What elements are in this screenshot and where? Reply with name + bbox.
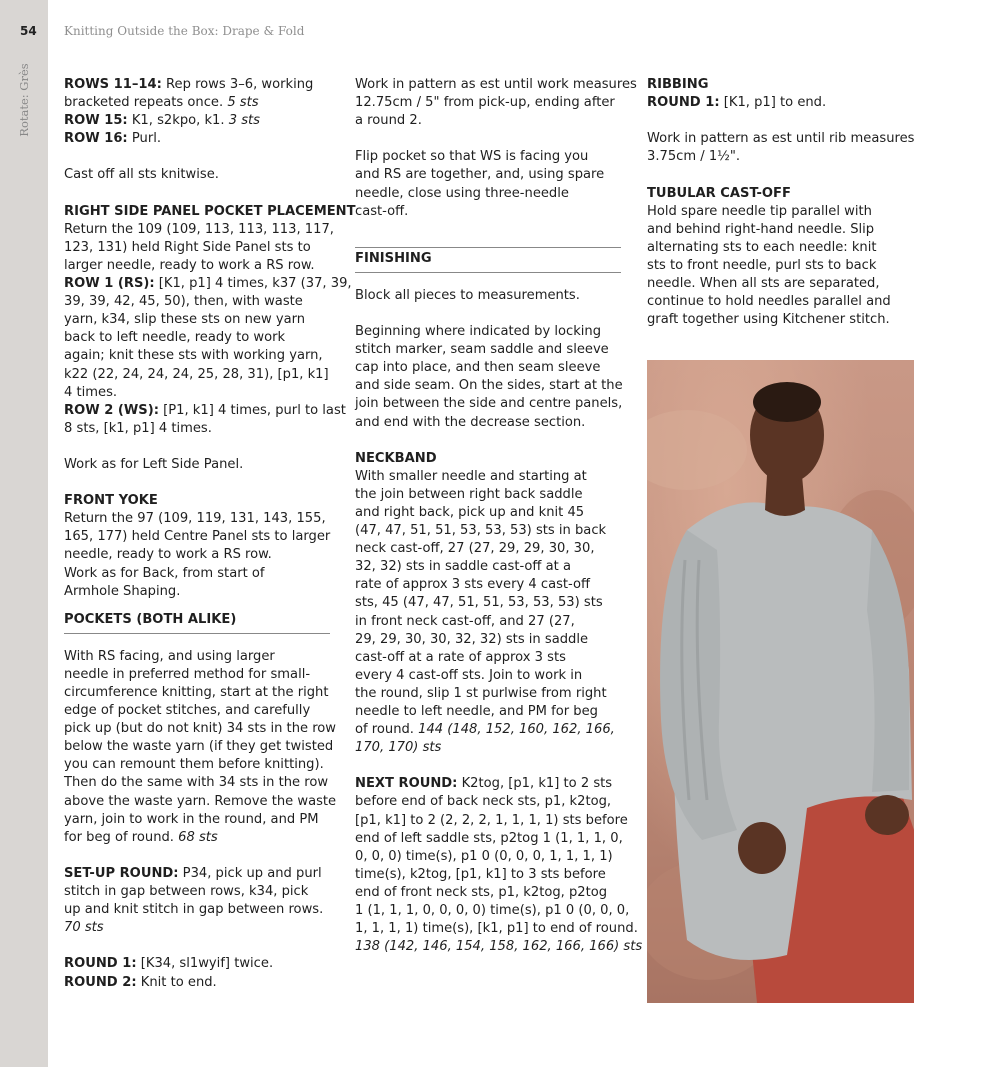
rounds-1-2 — [64, 955, 330, 991]
text-line — [64, 684, 330, 702]
line-text: 32, 32) sts in saddle cast-off at a — [355, 559, 571, 575]
line-text: Knit to end. — [136, 974, 217, 990]
line-text: and right back, pick up and knit 45 — [355, 504, 585, 520]
text-line — [64, 456, 330, 474]
side-label: Rotate: Grès — [17, 63, 31, 137]
front-yoke-section — [64, 492, 330, 601]
text-line — [64, 76, 330, 94]
pockets-body — [64, 648, 337, 847]
text-line — [355, 166, 621, 184]
text-line — [64, 366, 330, 384]
line-text: 3.75cm / 1½". — [647, 149, 741, 165]
line-text: pick up (but do not knit) 34 sts in the row — [64, 721, 337, 737]
line-text: a round 2. — [355, 113, 422, 129]
text-line — [64, 275, 352, 293]
line-text: rate of approx 3 sts every 4 cast-off — [355, 577, 591, 593]
tubular-section — [647, 185, 913, 330]
text-line — [64, 420, 330, 438]
cast-off-paragraph — [64, 166, 330, 184]
line-text: needle. When all sts are separated, — [647, 276, 880, 292]
line-text: neck cast-off, 27 (27, 29, 29, 30, 30, — [355, 541, 595, 557]
text-line — [355, 112, 621, 130]
text-line — [64, 239, 330, 257]
section-heading: RIGHT SIDE PANEL POCKET PLACEMENT — [64, 203, 356, 219]
line-text: join between the side and centre panels, — [355, 396, 623, 412]
text-line — [64, 919, 330, 937]
line-text: cap into place, and then seam sleeve — [355, 360, 601, 376]
bold-label: NEXT ROUND: — [355, 776, 458, 792]
line-text: P34, pick up and purl — [178, 865, 322, 881]
rows-11-16 — [64, 76, 330, 148]
ribbing-section — [647, 76, 913, 112]
stitch-count: 3 sts — [228, 113, 260, 129]
stitch-count: 138 (142, 146, 154, 158, 162, 166, 166) sts — [355, 939, 643, 955]
section-heading: TUBULAR CAST-OFF — [647, 185, 791, 201]
line-text: the join between right back saddle — [355, 486, 583, 502]
line-text: and end with the decrease section. — [355, 414, 586, 430]
bold-label: ROW 16: — [64, 131, 128, 147]
line-text: Hold spare needle tip parallel with — [647, 203, 872, 219]
text-line — [64, 774, 330, 792]
line-text: circumference knitting, start at the right — [64, 685, 329, 700]
bold-label: ROUND 1: — [647, 95, 720, 111]
text-line — [64, 130, 330, 148]
line-text: K1, s2kpo, k1. — [127, 113, 229, 129]
stitch-count: 70 sts — [64, 920, 104, 936]
line-text: Then do the same with 34 sts in the row — [64, 775, 329, 791]
text-line — [355, 486, 621, 504]
text-line — [64, 546, 330, 564]
line-text: Work in pattern as est until rib measures — [647, 131, 915, 147]
line-text: 0, 0, 0) time(s), p1 0 (0, 0, 0, 1, 1, 1, 1) — [355, 848, 613, 864]
text-line — [355, 203, 621, 221]
text-line — [355, 576, 621, 594]
text-line — [64, 384, 330, 402]
text-line — [355, 341, 621, 359]
line-text: 4 times. — [64, 384, 118, 400]
flip-pocket-paragraph — [355, 148, 621, 220]
line-text: 1, 1, 1, 1) time(s), [k1, p1] to end of round. — [355, 921, 638, 937]
text-line — [647, 130, 913, 148]
text-line — [355, 685, 621, 703]
text-line — [355, 287, 621, 305]
pocket-measure-paragraph — [355, 76, 637, 130]
line-text: before end of back neck sts, p1, k2tog, — [355, 794, 612, 810]
text-line — [647, 148, 913, 166]
text-line — [64, 756, 330, 774]
column-3 — [647, 76, 913, 347]
text-line — [355, 667, 621, 685]
model-photo — [647, 360, 914, 1003]
text-line — [64, 402, 346, 420]
line-text: cast-off at a rate of approx 3 sts — [355, 649, 566, 665]
line-text: stitch marker, seam saddle and sleeve — [355, 342, 609, 358]
text-line — [355, 703, 621, 721]
text-line — [64, 666, 330, 684]
line-text: end of left saddle sts, p2tog 1 (1, 1, 1, 0, — [355, 830, 623, 846]
text-line — [64, 702, 330, 720]
line-text: [K34, sl1wyif] twice. — [136, 956, 274, 972]
bold-label: ROW 2 (WS): — [64, 402, 159, 418]
line-text: in front neck cast-off, and 27 (27, — [355, 613, 575, 629]
text-line — [355, 775, 621, 793]
side-strip — [0, 0, 48, 1067]
section-heading: NECKBAND — [355, 450, 437, 466]
section-heading: FINISHING — [355, 250, 621, 273]
text-line — [355, 848, 621, 866]
line-text: yarn, k34, slip these sts on new yarn — [64, 312, 306, 328]
text-line — [647, 203, 913, 221]
text-line — [647, 94, 913, 112]
line-text: [K1, p1] 4 times, k37 (37, 39, — [154, 276, 352, 292]
text-line — [355, 558, 621, 576]
text-line — [355, 830, 621, 848]
text-line — [355, 613, 621, 631]
line-text: Armhole Shaping. — [64, 583, 181, 599]
text-line — [355, 920, 638, 938]
line-text: Return the 109 (109, 113, 113, 113, 117, — [64, 221, 334, 237]
text-line — [355, 938, 643, 956]
text-line — [64, 883, 330, 901]
text-line — [355, 504, 621, 522]
block-paragraph — [355, 287, 621, 305]
line-text: sts, 45 (47, 47, 51, 51, 53, 53, 53) sts — [355, 595, 603, 611]
text-line — [64, 166, 330, 184]
text-line — [64, 955, 330, 973]
text-line — [64, 221, 334, 239]
line-text: 123, 131) held Right Side Panel sts to — [64, 239, 311, 255]
text-line — [355, 594, 621, 612]
line-text: [K1, p1] to end. — [719, 95, 827, 111]
line-text: k22 (22, 24, 24, 24, 25, 28, 31), [p1, k1] — [64, 366, 329, 382]
line-text: With smaller needle and starting at — [355, 468, 587, 484]
bold-label: ROW 1 (RS): — [64, 276, 155, 292]
page-number: 54 — [20, 24, 37, 38]
line-text: Work as for Left Side Panel. — [64, 456, 244, 472]
section-heading: RIBBING — [647, 77, 709, 92]
column-1 — [64, 76, 356, 1010]
line-text: and behind right-hand needle. Slip — [647, 221, 875, 237]
text-line — [64, 347, 330, 365]
text-line — [64, 648, 330, 666]
line-text: Return the 97 (109, 119, 131, 143, 155, — [64, 511, 326, 527]
setup-round — [64, 865, 330, 937]
line-text: 39, 39, 42, 45, 50), then, with waste — [64, 294, 303, 310]
line-text: of round. — [355, 722, 419, 738]
line-text: Flip pocket so that WS is facing you — [355, 149, 589, 165]
text-line — [647, 221, 913, 239]
line-text: needle, close using three-needle — [355, 185, 569, 201]
text-line — [64, 829, 330, 847]
text-line — [355, 377, 621, 395]
line-text: Cast off all sts knitwise. — [64, 167, 219, 183]
line-text: Purl. — [127, 131, 161, 147]
bold-label: SET-UP ROUND: — [64, 865, 179, 881]
line-text: continue to hold needles parallel and — [647, 294, 891, 310]
line-text: the round, slip 1 st purlwise from right — [355, 685, 607, 701]
bold-label: ROWS 11–14: — [64, 77, 162, 92]
line-text: K2tog, [p1, k1] to 2 sts — [457, 776, 613, 792]
section-heading: POCKETS (BOTH ALIKE) — [64, 611, 330, 634]
line-text: and side seam. On the sides, start at the — [355, 378, 623, 394]
text-line — [355, 739, 621, 757]
work-as-left-paragraph — [64, 456, 330, 474]
text-line — [355, 76, 637, 94]
text-line — [355, 866, 621, 884]
text-line — [355, 631, 621, 649]
photo-illustration — [647, 360, 914, 1003]
section-heading: FRONT YOKE — [64, 493, 158, 509]
text-line — [64, 738, 334, 756]
text-line — [355, 721, 621, 739]
line-text: needle, ready to work a RS row. — [64, 547, 272, 563]
line-text: 12.75cm / 5" from pick-up, ending after — [355, 95, 615, 111]
text-line — [355, 185, 621, 203]
stitch-count: 144 (148, 152, 160, 162, 166, — [418, 722, 615, 738]
text-line — [64, 901, 330, 919]
line-text: up and knit stitch in gap between rows. — [64, 902, 324, 918]
line-text: graft together using Kitchener stitch. — [647, 312, 890, 328]
text-line — [64, 510, 330, 528]
text-line — [64, 974, 330, 992]
text-line — [647, 311, 913, 329]
bold-label: ROUND 1: — [64, 956, 137, 972]
text-line — [355, 540, 621, 558]
line-text: needle in preferred method for small- — [64, 666, 311, 682]
text-line — [355, 812, 628, 830]
text-line — [64, 565, 330, 583]
text-line — [64, 811, 330, 829]
line-text: above the waste yarn. Remove the waste — [64, 793, 337, 809]
bold-label: ROW 15: — [64, 113, 128, 129]
line-text: 165, 177) held Centre Panel sts to larger — [64, 529, 331, 545]
text-line — [64, 793, 337, 811]
line-text: larger needle, ready to work a RS row. — [64, 257, 315, 273]
line-text: below the waste yarn (if they get twisted — [64, 739, 334, 755]
text-line — [355, 148, 621, 166]
text-line — [647, 239, 913, 257]
stitch-count: 68 sts — [178, 829, 218, 845]
right-side-panel-section — [64, 203, 356, 438]
line-text: [P1, k1] 4 times, purl to last — [158, 402, 346, 418]
line-text: back to left needle, ready to work — [64, 330, 286, 346]
line-text: end of front neck sts, p1, k2tog, p2tog — [355, 884, 608, 900]
text-line — [64, 311, 330, 329]
line-text: 1 (1, 1, 1, 0, 0, 0, 0) time(s), p1 0 (0, 0, 0, — [355, 903, 630, 919]
text-line — [355, 649, 621, 667]
text-line — [355, 793, 621, 811]
line-text: stitch in gap between rows, k34, pick — [64, 884, 309, 900]
line-text: needle to left needle, and PM for beg — [355, 704, 598, 719]
column-2 — [355, 76, 643, 974]
line-text: Work as for Back, from start of — [64, 565, 265, 581]
text-line — [355, 359, 621, 377]
text-line — [64, 720, 337, 738]
neckband-section — [355, 450, 621, 758]
line-text: Beginning where indicated by locking — [355, 324, 602, 340]
text-line — [355, 395, 621, 413]
line-text: every 4 cast-off sts. Join to work in — [355, 667, 583, 683]
text-line — [647, 257, 913, 275]
line-text: sts to front needle, purl sts to back — [647, 257, 877, 273]
text-line — [355, 468, 621, 486]
line-text: you can remount them before knitting). — [64, 757, 324, 773]
line-text: [p1, k1] to 2 (2, 2, 2, 1, 1, 1, 1) sts before — [355, 812, 628, 828]
line-text: time(s), k2tog, [p1, k1] to 3 sts before — [355, 866, 606, 882]
text-line — [64, 865, 330, 883]
line-text: Rep rows 3–6, working — [161, 77, 314, 92]
text-line — [355, 884, 621, 902]
text-line — [64, 94, 330, 112]
line-text: 29, 29, 30, 30, 32, 32) sts in saddle — [355, 631, 589, 647]
text-line — [64, 293, 330, 311]
text-line — [64, 528, 330, 546]
line-text: yarn, join to work in the round, and PM — [64, 811, 319, 827]
line-text: cast-off. — [355, 203, 409, 219]
text-line — [64, 583, 330, 601]
text-line — [64, 257, 330, 275]
line-text: and RS are together, and, using spare — [355, 167, 605, 183]
line-text: (47, 47, 51, 51, 53, 53, 53) sts in back — [355, 523, 607, 539]
line-text: edge of pocket stitches, and carefully — [64, 703, 311, 719]
text-line — [647, 293, 913, 311]
text-line — [355, 94, 621, 112]
next-round-paragraph — [355, 775, 643, 956]
text-line — [64, 329, 330, 347]
bold-label: ROUND 2: — [64, 974, 137, 990]
line-text: Work in pattern as est until work measures — [355, 77, 637, 92]
text-line — [647, 275, 913, 293]
line-text: alternating sts to each needle: knit — [647, 239, 877, 255]
rib-measure-paragraph — [647, 130, 913, 166]
line-text: With RS facing, and using larger — [64, 648, 275, 664]
text-line — [355, 522, 621, 540]
seam-paragraph — [355, 323, 621, 432]
text-line — [355, 902, 630, 920]
text-line — [355, 414, 621, 432]
stitch-count: 170, 170) sts — [355, 740, 442, 756]
line-text: 8 sts, [k1, p1] 4 times. — [64, 420, 212, 436]
text-line — [64, 112, 330, 130]
running-head: Knitting Outside the Box: Drape & Fold — [64, 24, 305, 38]
line-text: for beg of round. — [64, 829, 179, 845]
line-text: Block all pieces to measurements. — [355, 287, 580, 303]
line-text: bracketed repeats once. — [64, 95, 228, 111]
text-line — [355, 323, 621, 341]
line-text: again; knit these sts with working yarn, — [64, 348, 323, 364]
stitch-count: 5 sts — [227, 95, 259, 111]
